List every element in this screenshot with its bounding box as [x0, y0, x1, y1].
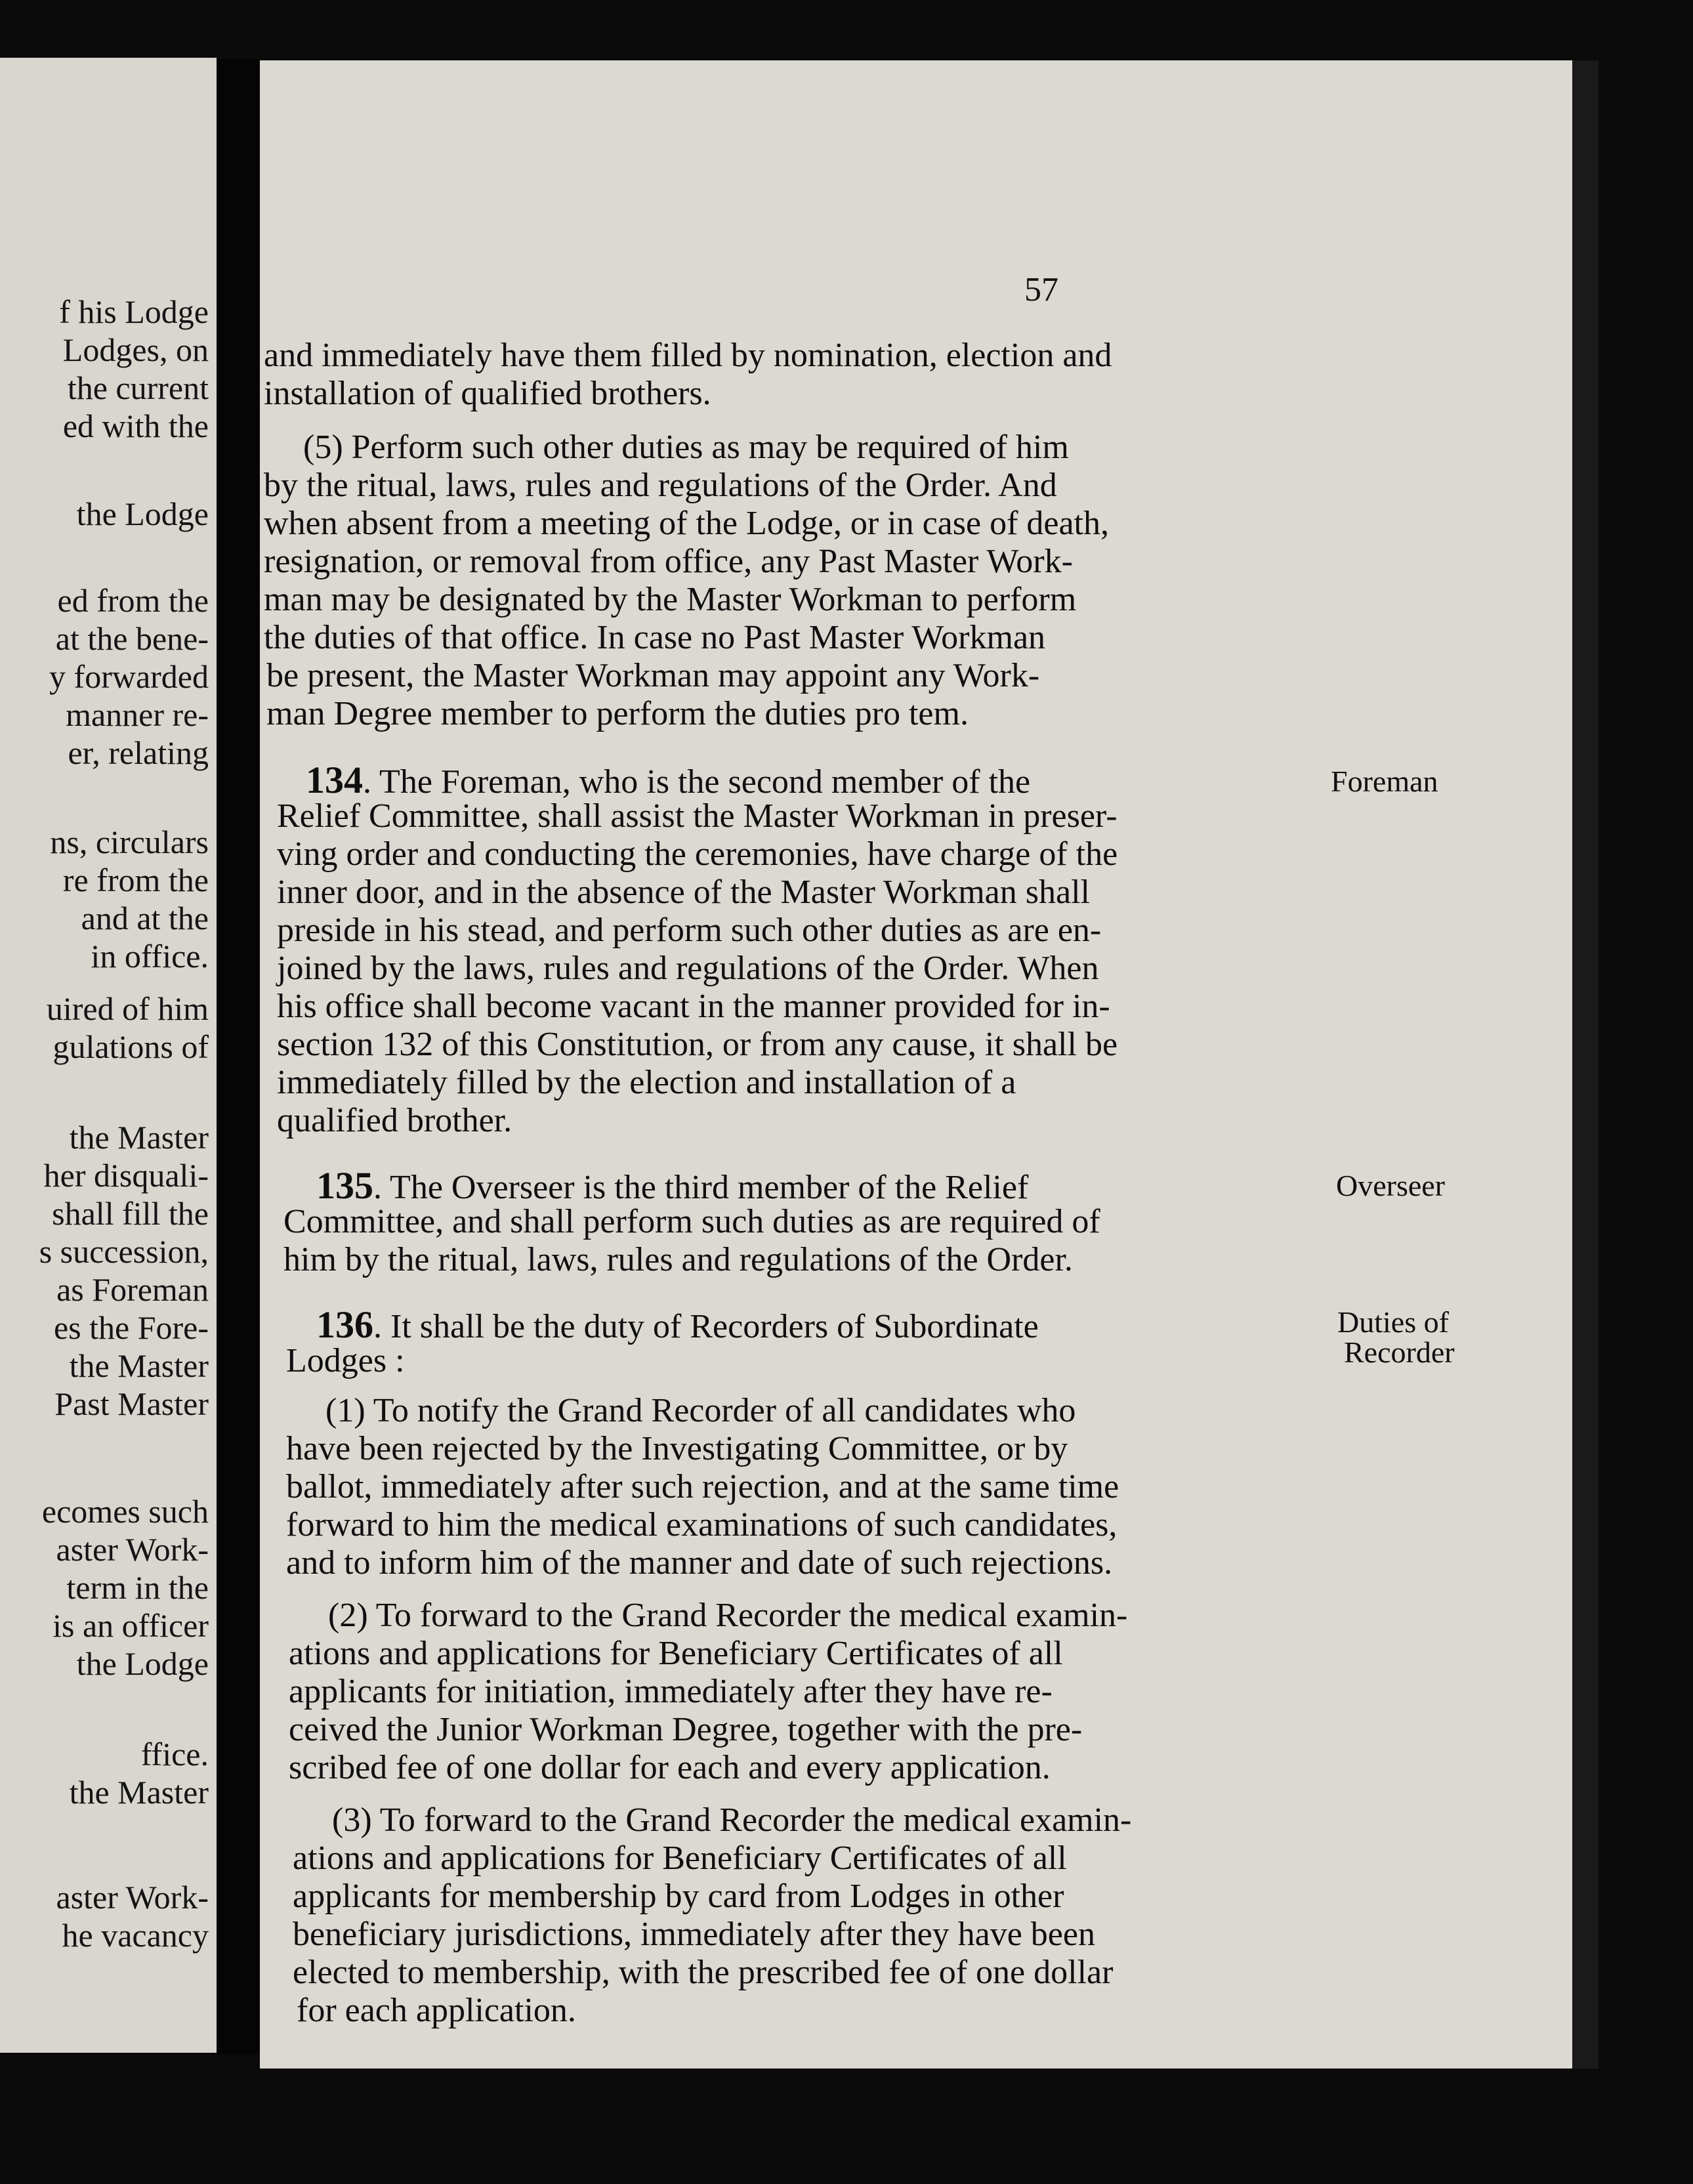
text-line: Committee, and shall perform such duties as are required of — [283, 1203, 1100, 1240]
left-line: ed with the — [62, 408, 209, 444]
text-line: joined by the laws, rules and regulations of the Order. When — [277, 950, 1099, 987]
left-line: uired of him — [46, 990, 209, 1027]
left-line: her disquali- — [43, 1157, 209, 1194]
text-line: and immediately have them filled by nomination, election and — [264, 337, 1112, 374]
left-line: ns, circulars — [50, 824, 209, 860]
text-line: preside in his stead, and perform such other duties as are en- — [277, 912, 1102, 949]
text-line: ballot, immediately after such rejection, and at the same time — [286, 1468, 1119, 1505]
text-line: have been rejected by the Investigating Committee, or by — [286, 1430, 1068, 1467]
previous-page-fragment — [0, 58, 217, 2053]
left-line: the Master — [69, 1774, 209, 1811]
left-line: ecomes such — [41, 1493, 209, 1530]
text-line: beneficiary jurisdictions, immediately after they have been — [293, 1916, 1095, 1953]
text-line: man Degree member to perform the duties pro tem. — [266, 695, 969, 732]
left-line: is an officer — [52, 1607, 209, 1644]
section-136-first-line: 136. It shall be the duty of Recorders of Subordinate — [316, 1303, 1039, 1346]
left-line: f his Lodge — [59, 293, 209, 330]
text-line: section 132 of this Constitution, or from any cause, it shall be — [277, 1026, 1118, 1063]
text-line: (3) To forward to the Grand Recorder the medical examin- — [332, 1801, 1132, 1839]
text-line: applicants for initiation, immediately after they have re- — [289, 1673, 1053, 1710]
margin-note-foreman: Foreman — [1331, 765, 1438, 798]
text-line: Lodges : — [286, 1342, 405, 1379]
left-line: in office. — [91, 938, 209, 975]
text-line: applicants for membership by card from Lodges in other — [293, 1878, 1064, 1915]
text-line: ations and applications for Beneficiary Certificates of all — [293, 1839, 1067, 1877]
left-line: gulations of — [52, 1028, 209, 1065]
text-line: ations and applications for Beneficiary Certificates of all — [289, 1635, 1063, 1672]
left-line: the Master — [69, 1119, 209, 1156]
left-line: es the Fore- — [53, 1309, 209, 1346]
text-line: forward to him the medical examinations of such candidates, — [286, 1506, 1118, 1544]
text-line: qualified brother. — [277, 1102, 512, 1139]
left-line: the Lodge — [76, 1645, 209, 1682]
section-135-first-line: 135. The Overseer is the third member of the Relief — [316, 1164, 1029, 1207]
main-page — [260, 60, 1572, 2068]
left-line: Past Master — [54, 1385, 209, 1422]
text-line: ving order and conducting the ceremonies, have charge of the — [277, 835, 1118, 873]
section-134-first-line: 134. The Foreman, who is the second member of the — [306, 759, 1031, 801]
left-line: re from the — [62, 862, 209, 898]
left-line: he vacancy — [62, 1917, 209, 1954]
text-line: his office shall become vacant in the manner provided for in- — [277, 988, 1110, 1025]
left-line: er, relating — [68, 734, 209, 771]
margin-note-overseer: Overseer — [1336, 1169, 1446, 1202]
left-line: the Master — [69, 1347, 209, 1384]
left-line: as Foreman — [56, 1271, 209, 1308]
left-line: the current — [67, 369, 209, 406]
left-line: y forwarded — [49, 658, 209, 695]
text-line: when absent from a meeting of the Lodge, or in case of death, — [264, 505, 1109, 542]
left-line: manner re- — [66, 696, 209, 733]
text-line: immediately filled by the election and installation of a — [277, 1064, 1016, 1101]
section-number: 134 — [306, 759, 363, 801]
section-number: 135 — [316, 1164, 373, 1207]
text-line: inner door, and in the absence of the Master Workman shall — [277, 873, 1090, 911]
left-line: at the bene- — [55, 620, 209, 657]
left-line: aster Work- — [56, 1531, 209, 1568]
margin-note-recorder: Recorder — [1344, 1335, 1455, 1369]
text-line: resignation, or removal from office, any Past Master Work- — [264, 543, 1073, 580]
text-line: man may be designated by the Master Workman to perform — [264, 581, 1077, 618]
left-line: term in the — [66, 1569, 209, 1606]
margin-note-duties-of: Duties of — [1337, 1305, 1449, 1339]
left-line: aster Work- — [56, 1879, 209, 1916]
text-line: installation of qualified brothers. — [264, 375, 711, 412]
page-edge-shadow — [1572, 60, 1599, 2068]
text-line: the duties of that office. In case no Past Master Workman — [264, 619, 1046, 656]
page-number: 57 — [1024, 271, 1058, 308]
left-line: the Lodge — [76, 495, 209, 532]
text-line: (5) Perform such other duties as may be required of him — [303, 429, 1069, 466]
left-line: and at the — [81, 900, 209, 936]
text-line: ceived the Junior Workman Degree, together with the pre- — [289, 1711, 1083, 1748]
text-line: be present, the Master Workman may appoint any Work- — [266, 657, 1040, 694]
left-line: shall fill the — [52, 1195, 209, 1232]
left-line: ed from the — [57, 582, 209, 619]
section-number: 136 — [316, 1303, 373, 1346]
left-line: ffice. — [140, 1736, 209, 1773]
text-line: by the ritual, laws, rules and regulations of the Order. And — [264, 467, 1057, 504]
text-line: Relief Committee, shall assist the Master Workman in preser- — [277, 797, 1118, 835]
text-line: elected to membership, with the prescribed fee of one dollar — [293, 1954, 1114, 1991]
text-line: and to inform him of the manner and date of such rejections. — [286, 1544, 1113, 1582]
text-line: (1) To notify the Grand Recorder of all candidates who — [325, 1392, 1076, 1429]
left-line: Lodges, on — [62, 331, 209, 368]
text-line: him by the ritual, laws, rules and regulations of the Order. — [283, 1241, 1073, 1278]
book-gutter — [217, 59, 260, 2054]
text-line: (2) To forward to the Grand Recorder the medical examin- — [328, 1597, 1128, 1634]
left-line: s succession, — [39, 1233, 209, 1270]
text-line: for each application. — [297, 1992, 576, 2029]
text-line: scribed fee of one dollar for each and every application. — [289, 1749, 1051, 1786]
